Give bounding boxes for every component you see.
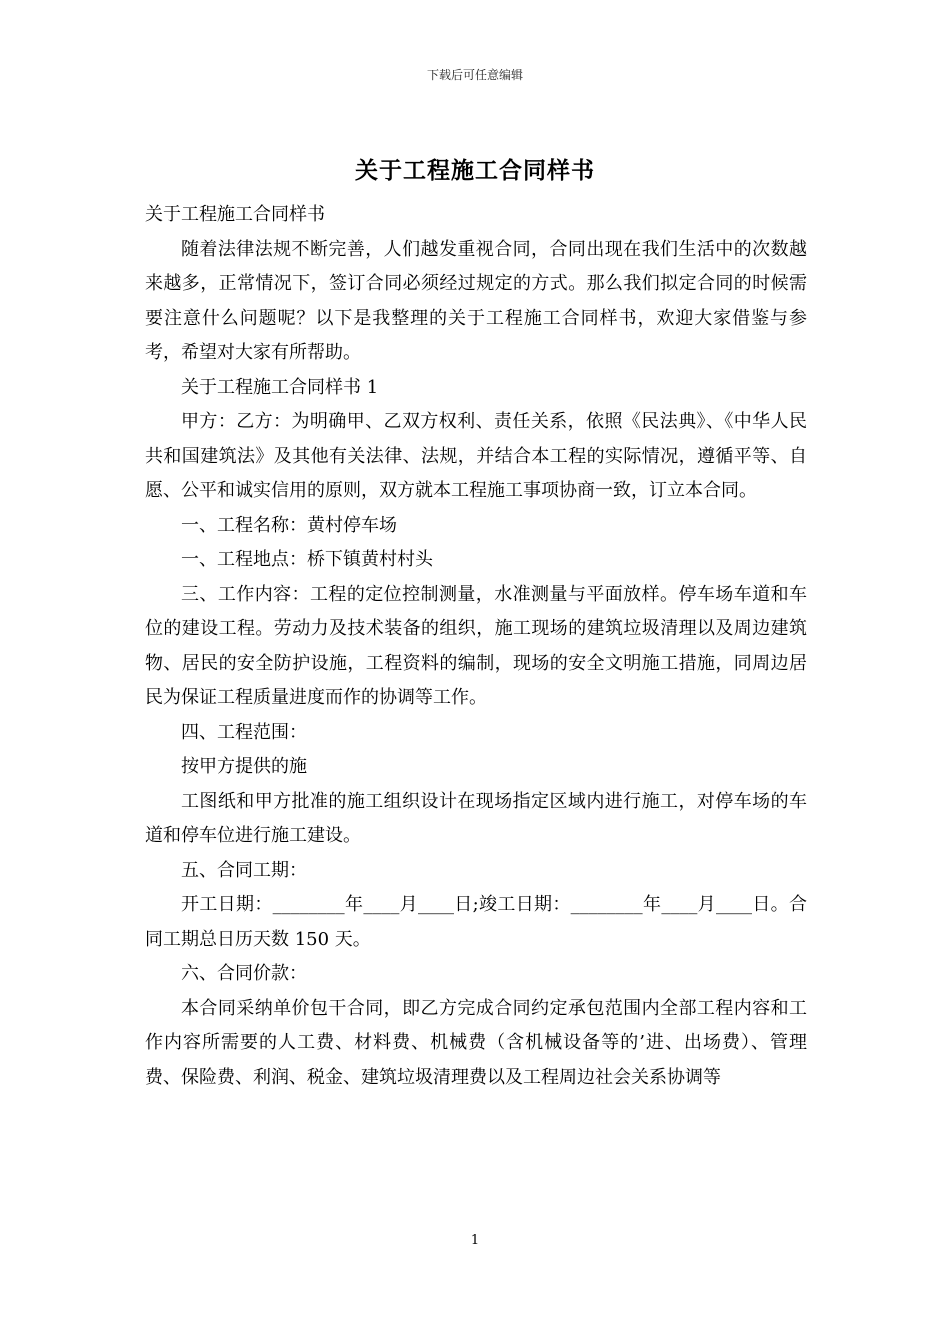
header-note: 下载后可任意编辑 bbox=[426, 68, 523, 82]
paragraph: 三、工作内容：工程的定位控制测量，水准测量与平面放样。停车场车道和车位的建设工程。劳动力及技术装备的组织，施工现场的建筑垃圾清理以及周边建筑物、居民的安全防护设施，工程资料的编制，现场的安全文明施工措施，同周边居民为保证工程质量进度而作的协调等工作。 bbox=[145, 583, 807, 708]
paragraph: 本合同采纳单价包干合同，即乙方完成合同约定承包范围内全部工程内容和工作内容所需要的人工费、材料费、机械费（含机械设备等的’进、出场费）、管理费、保险费、利润、税金、建筑垃圾清理费以及工程周边社会关系协调等 bbox=[145, 997, 807, 1088]
paragraph: 甲方：乙方：为明确甲、乙双方权利、责任关系，依照《民法典》、《中华人民共和国建筑法》及其他有关法律、法规，并结合本工程的实际情况，遵循平等、自愿、公平和诚实信用的原则，双方就本工程施工事项协商一致，订立本合同。 bbox=[145, 411, 807, 501]
paragraph: 工图纸和甲方批准的施工组织设计在现场指定区域内进行施工，对停车场的车道和停车位进行施工建设。 bbox=[145, 790, 807, 846]
paragraph: 随着法律法规不断完善，人们越发重视合同，合同出现在我们生活中的次数越来越多，正常情况下，签订合同必须经过规定的方式。那么我们拟定合同的时候需要注意什么问题呢？以下是我整理的关于工程施工合同样书，欢迎大家借鉴与参考，希望对大家有所帮助。 bbox=[145, 238, 807, 363]
paragraph: 关于工程施工合同样书 1 bbox=[181, 376, 379, 398]
document-title: 关于工程施工合同样书 bbox=[355, 157, 595, 184]
document-body bbox=[145, 198, 807, 1095]
paragraph: 一、工程名称：黄村停车场 bbox=[181, 514, 397, 536]
paragraph: 五、合同工期： bbox=[181, 859, 307, 881]
paragraph: 按甲方提供的施 bbox=[181, 756, 307, 777]
paragraph: 四、工程范围： bbox=[181, 721, 307, 743]
paragraph: 六、合同价款： bbox=[181, 963, 307, 984]
paragraph: 关于工程施工合同样书 bbox=[145, 204, 325, 225]
page-number: 1 bbox=[470, 1233, 480, 1248]
paragraph: 一、工程地点：桥下镇黄村村头 bbox=[181, 549, 433, 570]
paragraph: 开工日期：________年____月____日;竣工日期：________年____月____日。合同工期总日历天数 150 天。 bbox=[145, 894, 807, 950]
